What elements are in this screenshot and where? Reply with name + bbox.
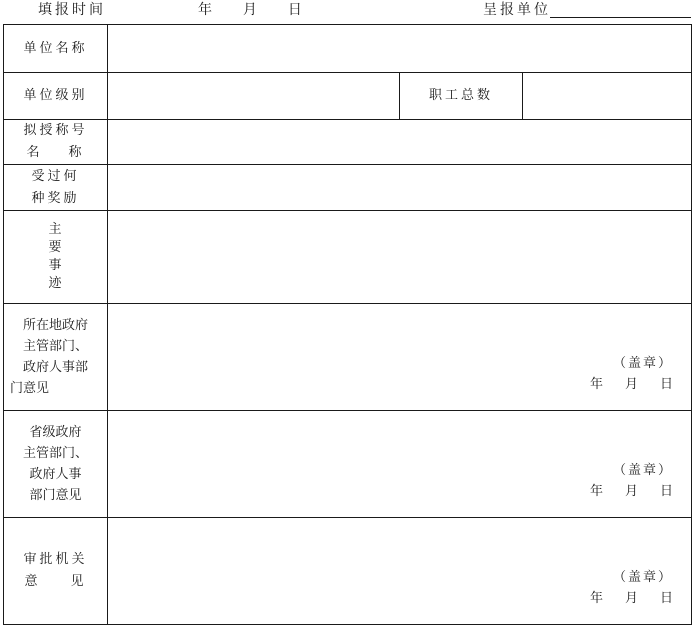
main-deeds-field[interactable] <box>108 211 692 304</box>
approval-opinion-label-line1: 审批机关 <box>23 552 88 567</box>
honor-title-field[interactable] <box>108 120 692 165</box>
awards-label-line1: 受过何 <box>31 168 80 184</box>
row-approval-opinion <box>4 518 692 625</box>
honor-title-label-line2: 名 称 <box>26 145 85 160</box>
approval-opinion-field[interactable] <box>108 518 692 625</box>
provincial-date: 年 月 日 <box>589 484 674 499</box>
fill-month: 月 <box>242 2 257 18</box>
main-deeds-label-text: 主 要 事 迹 <box>48 222 65 291</box>
fill-year: 年 <box>198 2 212 18</box>
fill-day: 日 <box>287 2 302 18</box>
row-main-deeds <box>4 211 692 304</box>
local-gov-date: 年 月 日 <box>589 377 674 392</box>
unit-level-label: 单位级别 <box>4 73 108 120</box>
main-deeds-label <box>4 211 108 304</box>
submit-unit-field[interactable] <box>550 17 691 18</box>
provincial-opinion-field[interactable] <box>108 411 692 518</box>
fill-date <box>198 0 302 20</box>
row-awards <box>4 165 692 211</box>
local-gov-opinion-label: 所在地政府 主管部门、 政府人事部 门意见 <box>4 304 108 411</box>
unit-name-label: 单位名称 <box>4 25 108 73</box>
local-gov-seal: （盖章） <box>613 356 674 371</box>
approval-date: 年 月 日 <box>589 591 674 606</box>
awards-label-line2: 种奖励 <box>31 190 80 206</box>
approval-seal: （盖章） <box>613 570 674 585</box>
honor-title-label-line1: 拟授称号 <box>23 123 88 138</box>
row-local-gov-opinion <box>4 304 692 411</box>
local-gov-opinion-field[interactable] <box>108 304 692 411</box>
submit-unit-label: 呈报单位 <box>483 2 551 18</box>
staff-total-label: 职工总数 <box>400 73 523 120</box>
award-application-form <box>3 24 692 625</box>
row-provincial-opinion <box>4 411 692 518</box>
honor-title-label <box>4 120 108 165</box>
approval-opinion-label-line2: 意 见 <box>24 574 87 589</box>
row-honor-title <box>4 120 692 165</box>
staff-total-field[interactable] <box>523 73 692 120</box>
awards-field[interactable] <box>108 165 692 211</box>
awards-label <box>4 165 108 211</box>
unit-name-field[interactable] <box>108 25 692 73</box>
row-unit-name <box>4 25 692 73</box>
provincial-opinion-label: 省级政府 主管部门、 政府人事 部门意见 <box>4 411 108 518</box>
approval-opinion-label <box>4 518 108 625</box>
row-unit-level <box>4 73 692 120</box>
fill-time-label: 填报时间 <box>38 2 106 18</box>
unit-level-field[interactable] <box>108 73 400 120</box>
provincial-seal: （盖章） <box>613 463 674 478</box>
